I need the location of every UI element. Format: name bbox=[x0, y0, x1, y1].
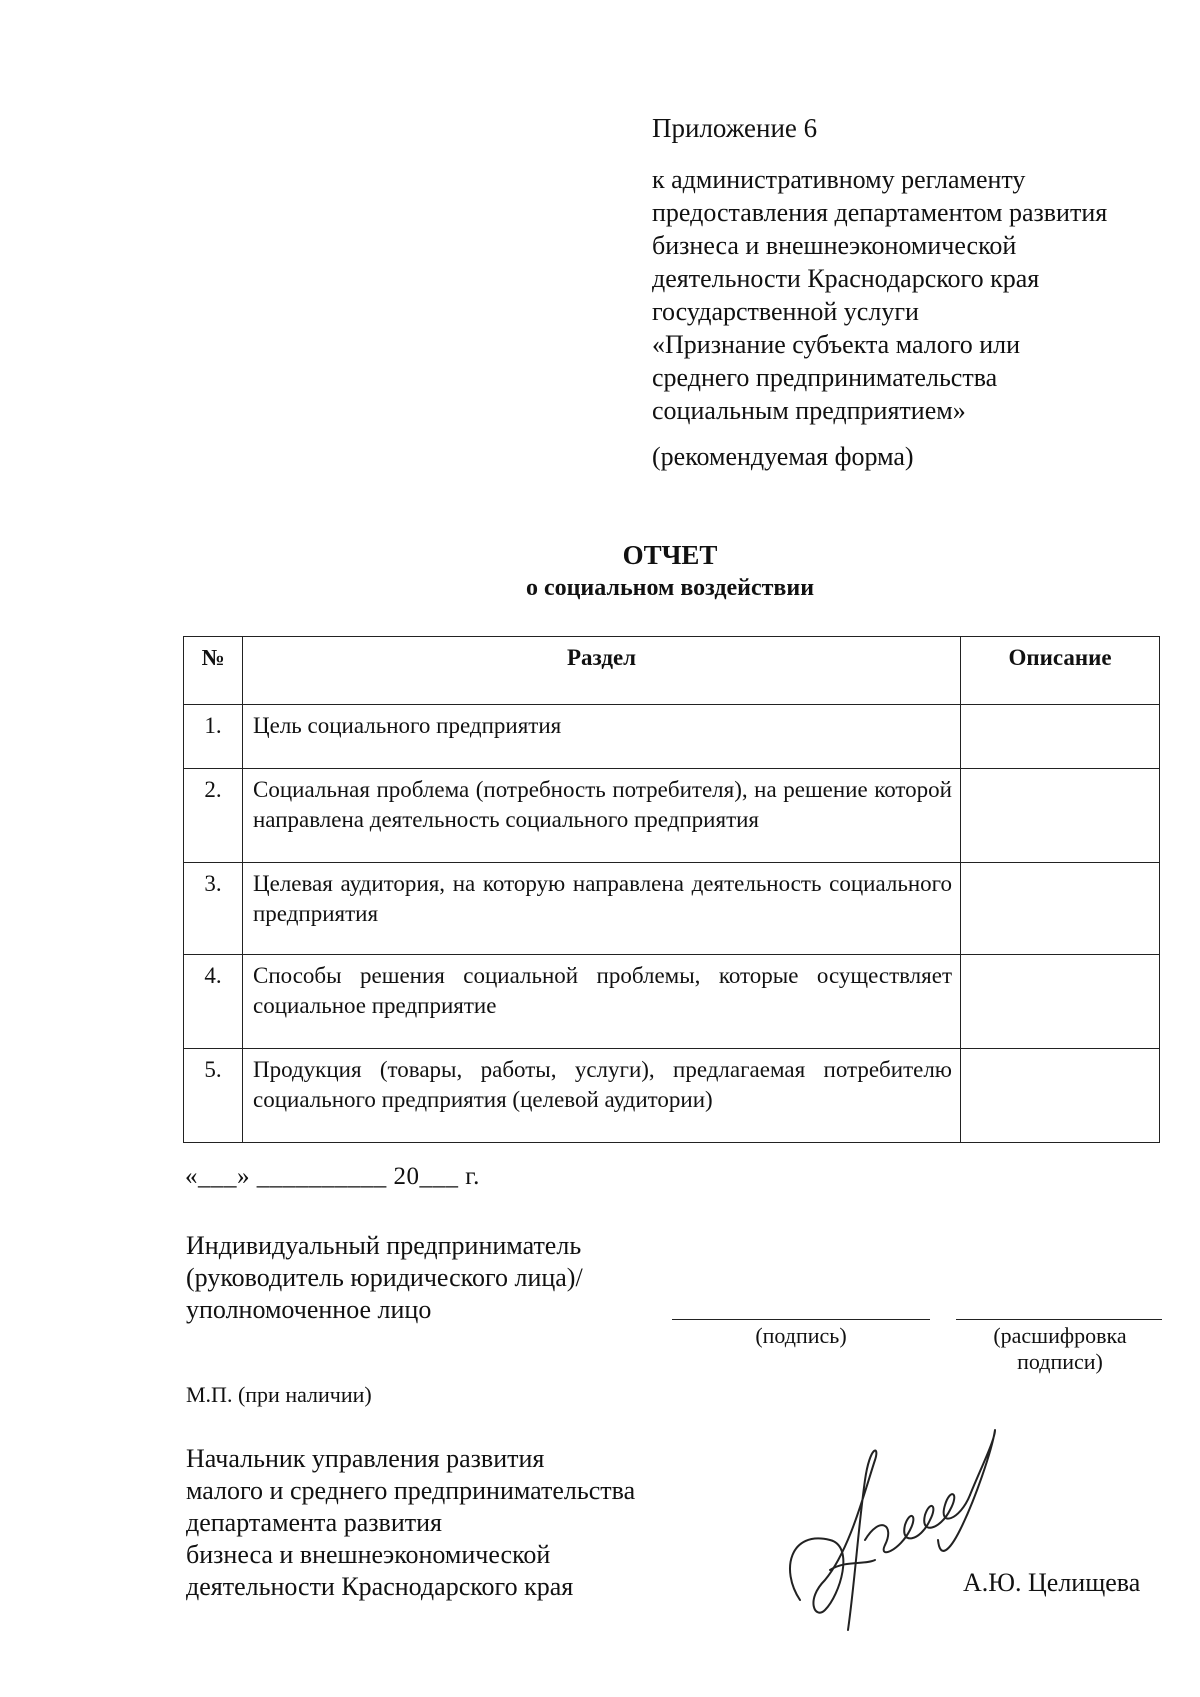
row-number: 4. bbox=[184, 955, 243, 1049]
header-section: Раздел bbox=[243, 637, 961, 705]
row-section: Способы решения социальной проблемы, которые осуществляет социальное предприятие bbox=[243, 955, 961, 1049]
row-description[interactable] bbox=[961, 863, 1160, 955]
stamp-note: М.П. (при наличии) bbox=[186, 1382, 372, 1407]
head-line: деятельности Краснодарского края bbox=[186, 1572, 574, 1601]
appendix-title: Приложение 6 bbox=[652, 113, 818, 143]
signature-decoding-line[interactable] bbox=[956, 1319, 1162, 1320]
signer-line: Индивидуальный предприниматель bbox=[186, 1231, 582, 1260]
appendix-line: предоставления департаментом развития bbox=[652, 198, 1108, 227]
signer-line: уполномоченное лицо bbox=[186, 1295, 432, 1324]
row-section: Цель социального предприятия bbox=[243, 705, 961, 769]
signature-caption: (подпись) bbox=[755, 1323, 847, 1348]
appendix-line: социальным предприятием» bbox=[652, 396, 966, 425]
appendix-line: среднего предпринимательства bbox=[652, 363, 998, 392]
appendix-description bbox=[652, 163, 1172, 427]
row-number: 5. bbox=[184, 1049, 243, 1143]
decoding-caption-line: подписи) bbox=[1017, 1349, 1103, 1374]
appendix-line: бизнеса и внешнеэкономической bbox=[652, 231, 1017, 260]
row-description[interactable] bbox=[961, 769, 1160, 863]
signer-title bbox=[186, 1230, 656, 1326]
signature-line[interactable] bbox=[672, 1319, 930, 1320]
head-line: бизнеса и внешнеэкономической bbox=[186, 1540, 551, 1569]
row-section: Целевая аудитория, на которую направлена деятельность социального предприятия bbox=[243, 863, 961, 955]
row-description[interactable] bbox=[961, 955, 1160, 1049]
row-number: 2. bbox=[184, 769, 243, 863]
handwritten-signature bbox=[770, 1420, 1030, 1660]
table-row bbox=[184, 863, 1160, 955]
row-number: 3. bbox=[184, 863, 243, 955]
header-num: № bbox=[184, 637, 243, 705]
appendix-line: деятельности Краснодарского края bbox=[652, 264, 1040, 293]
head-title bbox=[186, 1443, 706, 1603]
decoding-caption-line: (расшифровка bbox=[993, 1323, 1127, 1348]
appendix-line: государственной услуги bbox=[652, 297, 919, 326]
row-number: 1. bbox=[184, 705, 243, 769]
head-line: малого и среднего предпринимательства bbox=[186, 1476, 636, 1505]
row-description[interactable] bbox=[961, 705, 1160, 769]
signer-line: (руководитель юридического лица)/ bbox=[186, 1263, 583, 1292]
table-row bbox=[184, 705, 1160, 769]
head-line: Начальник управления развития bbox=[186, 1444, 545, 1473]
report-table bbox=[183, 636, 1160, 1143]
row-section: Социальная проблема (потребность потребителя), на решение которой направлена деятельность социального предприятия bbox=[243, 769, 961, 863]
date-line[interactable]: «___» __________ 20___ г. bbox=[185, 1163, 480, 1190]
signature-decoding-caption bbox=[950, 1323, 1170, 1375]
form-note: (рекомендуемая форма) bbox=[652, 442, 914, 471]
table-row bbox=[184, 769, 1160, 863]
report-subtitle: о социальном воздействии bbox=[525, 575, 815, 601]
appendix-line: к административному регламенту bbox=[652, 165, 1026, 194]
row-description[interactable] bbox=[961, 1049, 1160, 1143]
table-row bbox=[184, 1049, 1160, 1143]
table-row bbox=[184, 955, 1160, 1049]
head-line: департамента развития bbox=[186, 1508, 442, 1537]
head-name: А.Ю. Целищева bbox=[963, 1568, 1141, 1597]
header-description: Описание bbox=[961, 637, 1160, 705]
row-section: Продукция (товары, работы, услуги), предлагаемая потребителю социального предприятия (целевой аудитории) bbox=[243, 1049, 961, 1143]
table-header-row bbox=[184, 637, 1160, 705]
appendix-line: «Признание субъекта малого или bbox=[652, 330, 1021, 359]
report-title: ОТЧЕТ bbox=[622, 540, 718, 570]
